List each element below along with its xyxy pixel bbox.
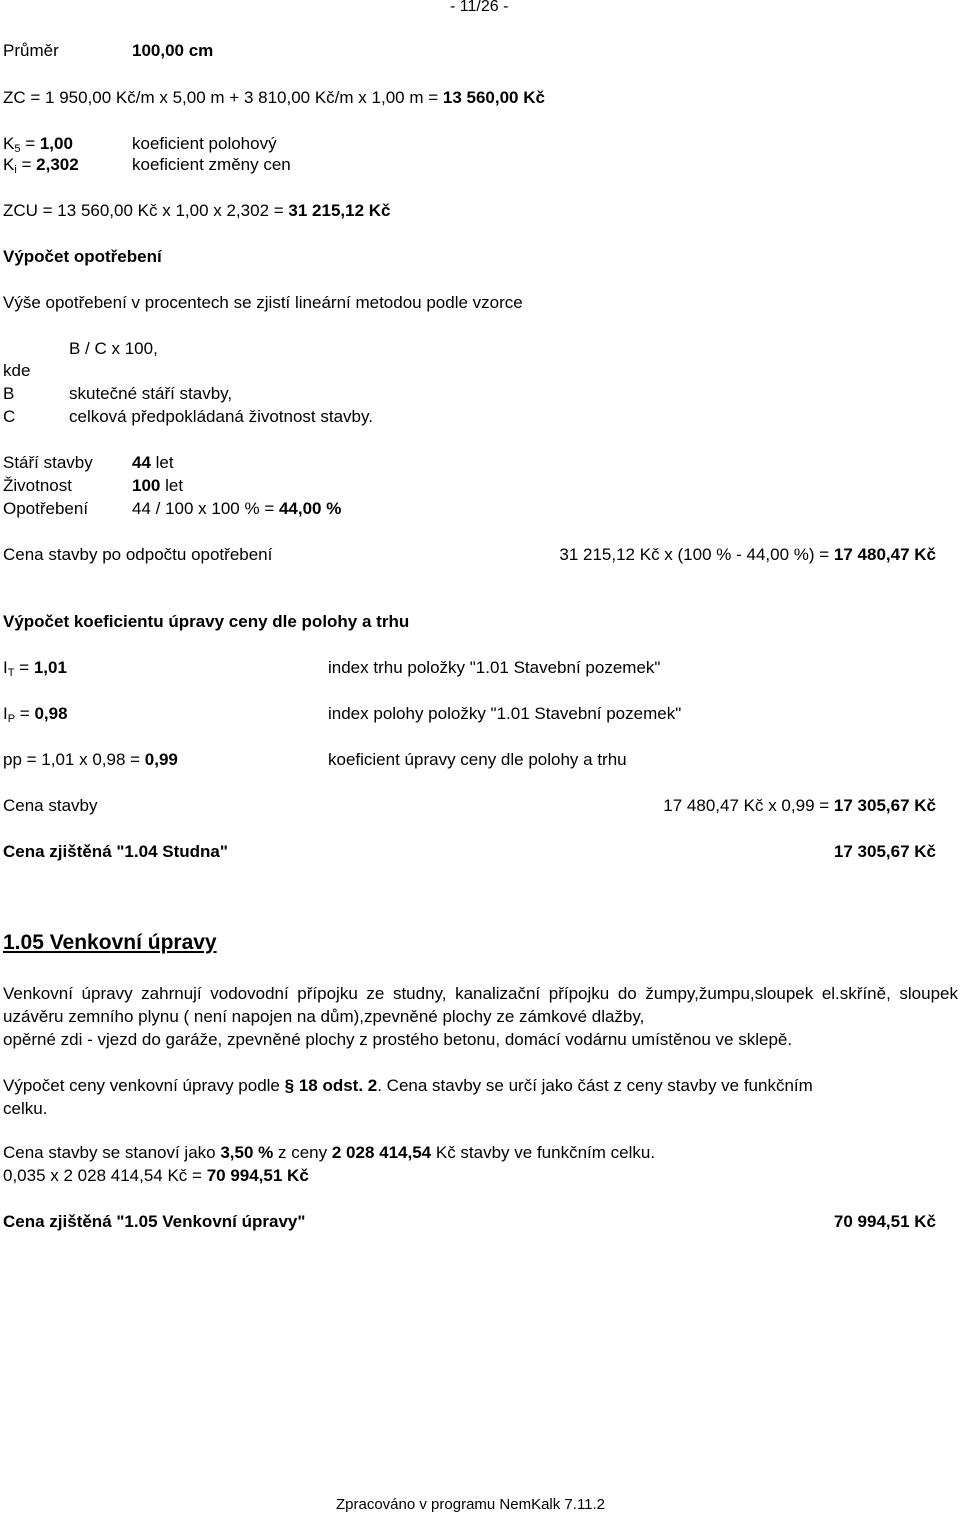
zivotnost-unit: let — [160, 476, 184, 495]
zc-result: 13 560,00 Kč — [442, 88, 545, 107]
stari-unit: let — [150, 453, 174, 472]
cena-po-odpoctu-label: Cena stavby po odpočtu opotřebení — [3, 545, 273, 564]
prumer-label: Průměr — [3, 41, 59, 60]
footer: Zpracováno v programu NemKalk 7.11.2 — [336, 1496, 606, 1513]
pp-value: 0,99 — [144, 750, 178, 769]
ip-eq: = — [15, 704, 35, 723]
ip-sub: P — [7, 713, 16, 725]
zcu-line — [3, 201, 391, 221]
zcu-prefix: ZCU = 13 560,00 Kč x 1,00 x 2,302 = — [3, 201, 289, 220]
ki-desc: koeficient změny cen — [132, 155, 291, 174]
ki-sub: i — [14, 164, 17, 176]
opotrebeni-label: Opotřebení — [3, 499, 89, 518]
k5-desc: koeficient polohový — [132, 134, 277, 153]
stari-label: Stáří stavby — [3, 453, 93, 472]
it-eq: = — [14, 658, 34, 677]
para3-c: Kč stavby ve funkčním celku. — [431, 1143, 656, 1162]
paragraph-venkovni-upravy-main: Venkovní úpravy zahrnují vodovodní přípojku ze studny, kanalizační přípojku do žumpy,žumpu,sloupek el.skříně, sloupek uzávěru zemního plynu ( není napojen na dům),zpevněné plochy ze zámkové dlažby, — [3, 984, 958, 1026]
opotrebeni-expr: 44 / 100 x 100 % = — [132, 499, 279, 518]
page-number: - 11/26 - — [450, 0, 509, 15]
stari-value — [132, 453, 174, 473]
ki-value: 2,302 — [36, 155, 79, 174]
para3-b: z ceny — [273, 1143, 332, 1162]
ip-symbol: I — [3, 704, 8, 723]
zivotnost-value — [132, 476, 183, 496]
paragraph-venkovni-upravy-last: opěrné zdi - vjezd do garáže, zpevněné plochy z prostého betonu, domácí vodárnu umístěnou ve sklepě. — [3, 1030, 793, 1049]
para3-base: 2 028 414,54 — [331, 1143, 432, 1162]
opotrebeni-result: 44,00 % — [278, 499, 342, 518]
pp-line — [3, 750, 178, 770]
def-c-symbol: C — [3, 407, 16, 426]
prumer-value: 100,00 cm — [132, 41, 214, 60]
kde-label: kde — [3, 361, 31, 380]
def-c-text: celková předpokládaná životnost stavby. — [69, 407, 373, 426]
section-sign: § — [284, 1076, 295, 1095]
paragraph-venkovni-upravy — [3, 982, 958, 1051]
ip-line — [3, 704, 68, 725]
it-line — [3, 658, 67, 679]
cena-zjistena-104-value: 17 305,67 Kč — [833, 842, 936, 861]
zc-line — [3, 88, 545, 108]
stari-number: 44 — [132, 453, 151, 472]
cena-stavby-expr: 17 480,47 Kč x 0,99 = — [663, 796, 834, 815]
calc-105-prefix: 0,035 x 2 028 414,54 Kč = — [3, 1166, 207, 1185]
paragraph-vypocet-ceny — [3, 1074, 958, 1120]
cena-po-odpoctu-value — [559, 545, 936, 565]
vyse-opotrebeni-text: Výše opotřebení v procentech se zjistí lineární metodou podle vzorce — [3, 293, 523, 312]
k5-symbol: K — [3, 134, 15, 153]
zc-prefix: ZC = 1 950,00 Kč/m x 5,00 m + 3 810,00 Kč/m x 1,00 m = — [3, 88, 443, 107]
heading-vypocet-opotrebeni: Výpočet opotřebení — [3, 247, 162, 266]
zivotnost-label: Životnost — [3, 476, 72, 495]
paragraph-cena-stanovi — [3, 1143, 655, 1163]
it-sub: T — [7, 667, 15, 679]
para2-odst: 18 odst. 2 — [294, 1076, 378, 1095]
k5-line — [3, 134, 73, 155]
it-desc: index trhu položky "1.01 Stavební pozemek" — [328, 658, 661, 677]
para2-c: . Cena stavby se určí jako část z ceny stavby ve funkčním — [377, 1076, 813, 1095]
cena-stavby-result: 17 305,67 Kč — [833, 796, 936, 815]
def-b-text: skutečné stáří stavby, — [69, 384, 233, 403]
calc-105-line — [3, 1166, 309, 1186]
para2-last: celku. — [3, 1099, 48, 1118]
cena-stavby-value — [663, 796, 936, 816]
section-heading-105: 1.05 Venkovní úpravy — [3, 931, 217, 954]
ip-value: 0,98 — [34, 704, 68, 723]
para3-a: Cena stavby se stanoví jako — [3, 1143, 221, 1162]
cena-po-odpoctu-expr: 31 215,12 Kč x (100 % - 44,00 %) = — [559, 545, 834, 564]
cena-zjistena-104-label: Cena zjištěná "1.04 Studna" — [3, 842, 228, 861]
it-value: 1,01 — [33, 658, 67, 677]
opotrebeni-value — [132, 499, 341, 519]
pp-desc: koeficient úpravy ceny dle polohy a trhu — [328, 750, 627, 769]
zivotnost-number: 100 — [132, 476, 161, 495]
pp-prefix: pp = 1,01 x 0,98 = — [3, 750, 145, 769]
def-b-symbol: B — [3, 384, 15, 403]
para3-pct: 3,50 % — [220, 1143, 274, 1162]
ki-eq: = — [16, 155, 37, 174]
it-symbol: I — [3, 658, 8, 677]
cena-zjistena-105-label: Cena zjištěná "1.05 Venkovní úpravy" — [3, 1212, 306, 1231]
k5-sub: 5 — [14, 143, 21, 155]
ip-desc: index polohy položky "1.01 Stavební pozemek" — [328, 704, 682, 723]
heading-vypocet-koeficientu: Výpočet koeficientu úpravy ceny dle polohy a trhu — [3, 612, 410, 631]
calc-105-result: 70 994,51 Kč — [206, 1166, 309, 1185]
ki-symbol: K — [3, 155, 15, 174]
k5-value: 1,00 — [39, 134, 73, 153]
para2-a: Výpočet ceny venkovní úpravy podle — [3, 1076, 285, 1095]
cena-stavby-label: Cena stavby — [3, 796, 98, 815]
cena-zjistena-105-value: 70 994,51 Kč — [833, 1212, 936, 1231]
k5-eq: = — [20, 134, 40, 153]
formula: B / C x 100, — [69, 339, 158, 358]
ki-line — [3, 155, 79, 176]
zcu-result: 31 215,12 Kč — [288, 201, 391, 220]
cena-po-odpoctu-result: 17 480,47 Kč — [833, 545, 936, 564]
